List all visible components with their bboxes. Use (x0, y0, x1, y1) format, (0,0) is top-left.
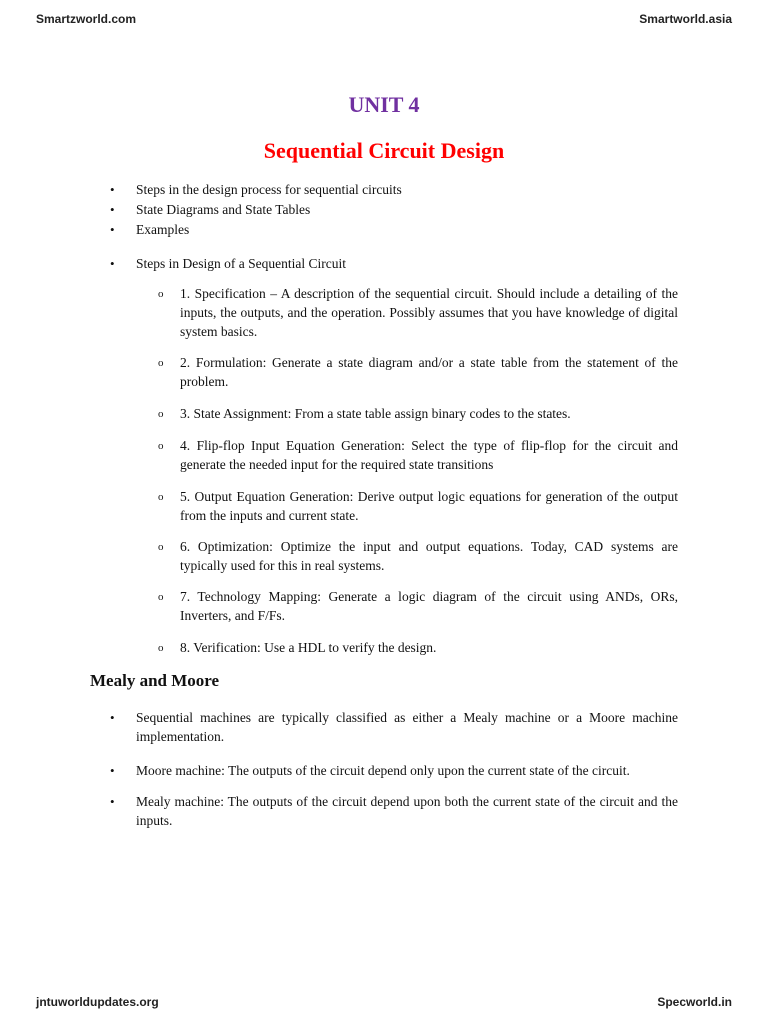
list-item-text: Moore machine: The outputs of the circuit depend only upon the current state of the circuit. (136, 763, 630, 778)
step-item (158, 353, 678, 391)
list-item-text: Steps in Design of a Sequential Circuit (136, 256, 346, 271)
sub-bullet-icon: o (158, 440, 164, 452)
bullet-icon: • (110, 763, 115, 778)
footer-left-site: jntuworldupdates.org (36, 995, 159, 1009)
list-item-text: Sequential machines are typically classified as either a Mealy machine or a Moore machine implementation. (136, 710, 678, 744)
step-item (158, 487, 678, 525)
step-item (158, 638, 678, 658)
step-text: 4. Flip-flop Input Equation Generation: Select the type of flip-flop for the circuit and generate the needed input for the required state transitions (180, 438, 678, 472)
sub-bullet-icon: o (158, 642, 164, 654)
step-text: 8. Verification: Use a HDL to verify the design. (180, 640, 437, 655)
step-text: 1. Specification – A description of the sequential circuit. Should include a detailing of the inputs, the outputs, and the operation. Possibly assumes that you have knowledge of digital system basics. (180, 286, 678, 339)
bullet-icon: • (110, 202, 115, 217)
step-item (158, 587, 678, 625)
list-item (110, 200, 678, 219)
sub-bullet-icon: o (158, 491, 164, 503)
sub-bullet-icon: o (158, 288, 164, 300)
section-heading: Mealy and Moore (90, 671, 220, 690)
step-text: 6. Optimization: Optimize the input and output equations. Today, CAD systems are typically used for this in real systems. (180, 539, 678, 573)
list-item (110, 180, 678, 199)
sub-bullet-icon: o (158, 408, 164, 420)
bullet-icon: • (110, 794, 115, 809)
unit-title: UNIT 4 (348, 92, 420, 117)
step-item (158, 404, 678, 424)
step-text: 3. State Assignment: From a state table assign binary codes to the states. (180, 406, 571, 421)
bullet-icon: • (110, 710, 115, 725)
step-item (158, 284, 678, 341)
list-item-text: Steps in the design process for sequential circuits (136, 182, 402, 197)
header-right-site: Smartworld.asia (639, 12, 732, 26)
list-item (110, 254, 678, 273)
step-text: 7. Technology Mapping: Generate a logic diagram of the circuit using ANDs, ORs, Inverters, and F/Fs. (180, 589, 678, 623)
header-left-site: Smartzworld.com (36, 12, 137, 26)
step-text: 5. Output Equation Generation: Derive output logic equations for generation of the output from the inputs and current state. (180, 489, 678, 523)
bullet-icon: • (110, 182, 115, 197)
list-item-text: Examples (136, 222, 190, 237)
list-item (110, 708, 678, 746)
step-item (158, 537, 678, 575)
list-item (110, 761, 678, 780)
step-item (158, 436, 678, 474)
list-item-text: State Diagrams and State Tables (136, 202, 311, 217)
bullet-icon: • (110, 222, 115, 237)
bullet-icon: • (110, 256, 115, 271)
sub-bullet-icon: o (158, 591, 164, 603)
sub-bullet-icon: o (158, 541, 164, 553)
page-title: Sequential Circuit Design (263, 138, 505, 163)
list-item (110, 792, 678, 830)
footer-right-site: Specworld.in (657, 995, 732, 1009)
sub-bullet-icon: o (158, 357, 164, 369)
list-item-text: Mealy machine: The outputs of the circuit depend upon both the current state of the circuit and the inputs. (136, 794, 678, 828)
list-item (110, 220, 678, 239)
step-text: 2. Formulation: Generate a state diagram and/or a state table from the statement of the problem. (180, 355, 678, 389)
